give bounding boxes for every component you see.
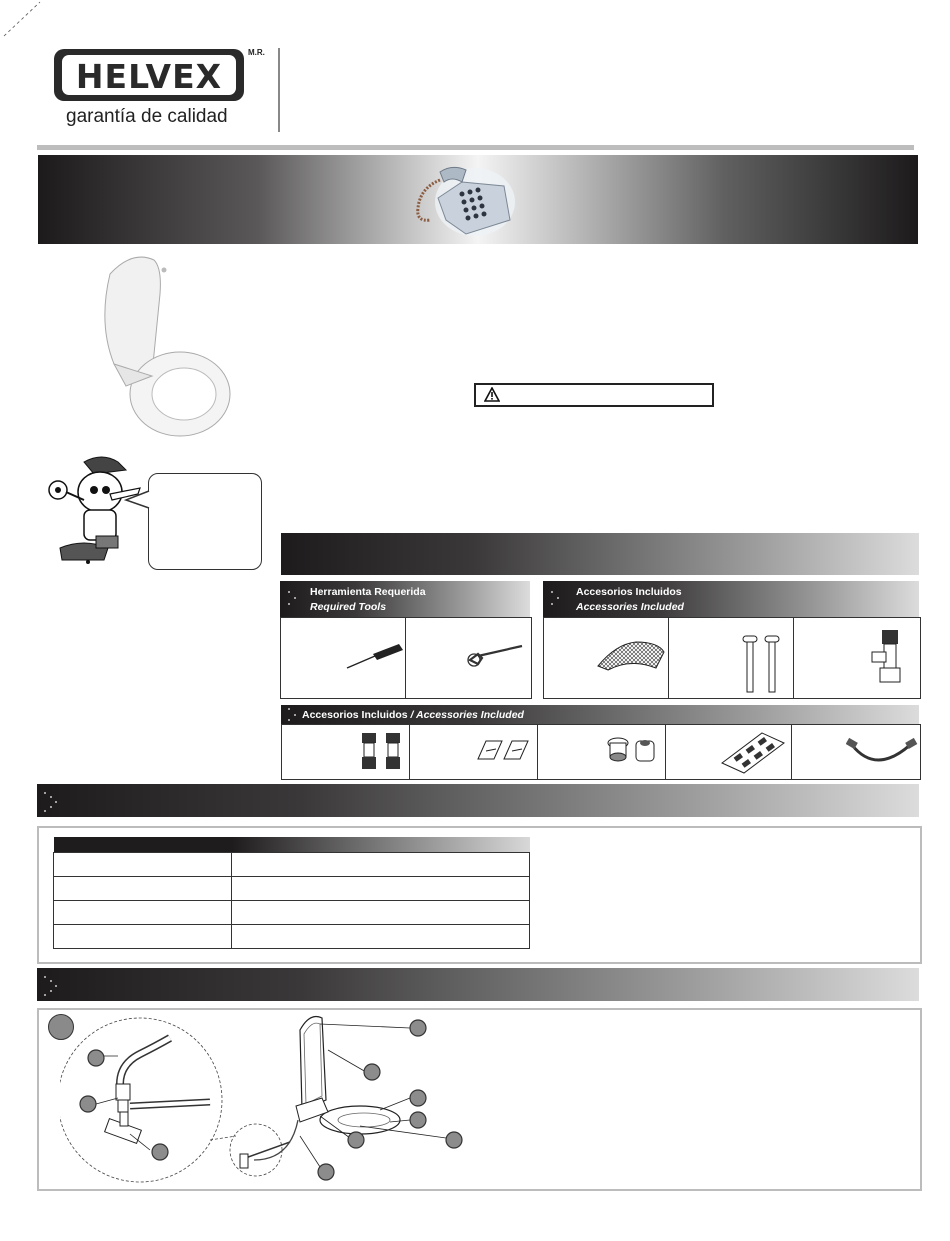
table-row — [54, 877, 530, 901]
contents-header-bar — [281, 533, 919, 575]
helvex-logo — [54, 49, 244, 101]
specs-header-right — [232, 837, 530, 853]
brackets-icon — [476, 737, 532, 763]
screwdriver-icon — [345, 642, 407, 672]
section1-header-bar — [37, 784, 919, 817]
accessories-panel-title: Accesorios Incluidos — [576, 586, 682, 598]
hose-icon — [846, 735, 918, 771]
accessories-bar-header — [281, 705, 919, 724]
warning-icon — [484, 387, 500, 402]
header-divider — [278, 48, 280, 132]
accessory-cell-tee-valve — [793, 617, 921, 699]
corner-crop-mark — [0, 0, 45, 40]
specs-table — [53, 837, 530, 949]
tools-panel-header — [280, 581, 530, 617]
accessories-panel-header — [543, 581, 919, 617]
wrench-icon — [466, 642, 528, 668]
bracket-set-icon — [718, 729, 788, 775]
accessories-bar-subtitle: Accessories Included — [416, 709, 524, 721]
tool-cell-screwdriver — [280, 617, 407, 699]
tools-panel-title: Herramienta Requerida — [310, 586, 426, 598]
template-sheet-icon — [596, 638, 666, 672]
brand-mark: M.R. — [248, 48, 265, 57]
tee-valve-icon — [868, 626, 916, 688]
tool-cell-wrench — [405, 617, 532, 699]
bullet-dots-icon — [41, 974, 59, 996]
accessory-cell-hose — [791, 724, 921, 780]
accessory-cell-bracket-set — [665, 724, 793, 780]
table-row — [54, 901, 530, 925]
top-rule — [37, 145, 914, 150]
accessory-cell-adapters — [281, 724, 411, 780]
brand-name: HELVEX — [75, 57, 223, 96]
warning-box — [474, 383, 714, 407]
section2-header-bar — [37, 968, 919, 1001]
nuts-icon — [604, 733, 660, 767]
brand-slogan: garantía de calidad — [66, 106, 228, 127]
accessory-cell-template — [543, 617, 670, 699]
accessories-panel-subtitle: Accessories Included — [576, 601, 684, 613]
installation-diagram — [60, 1010, 470, 1188]
specs-header-left — [54, 837, 232, 853]
accessories-bar-title: Accesorios Incluidos — [302, 709, 408, 721]
speech-bubble-tail — [124, 490, 152, 510]
tools-panel-subtitle: Required Tools — [310, 601, 387, 613]
adapters-icon — [358, 731, 408, 773]
accessories-bar-separator: / — [407, 709, 416, 721]
toilet-seat-image — [92, 254, 232, 439]
table-row — [54, 853, 530, 877]
accessory-cell-bolts — [668, 617, 795, 699]
telephone-icon — [400, 158, 520, 242]
mascot-icon — [44, 452, 144, 570]
accessory-cell-nuts — [537, 724, 667, 780]
table-row — [54, 925, 530, 949]
bullet-dots-icon — [41, 790, 59, 812]
bolts-icon — [739, 634, 785, 696]
speech-bubble — [148, 473, 262, 570]
accessory-cell-brackets — [409, 724, 539, 780]
